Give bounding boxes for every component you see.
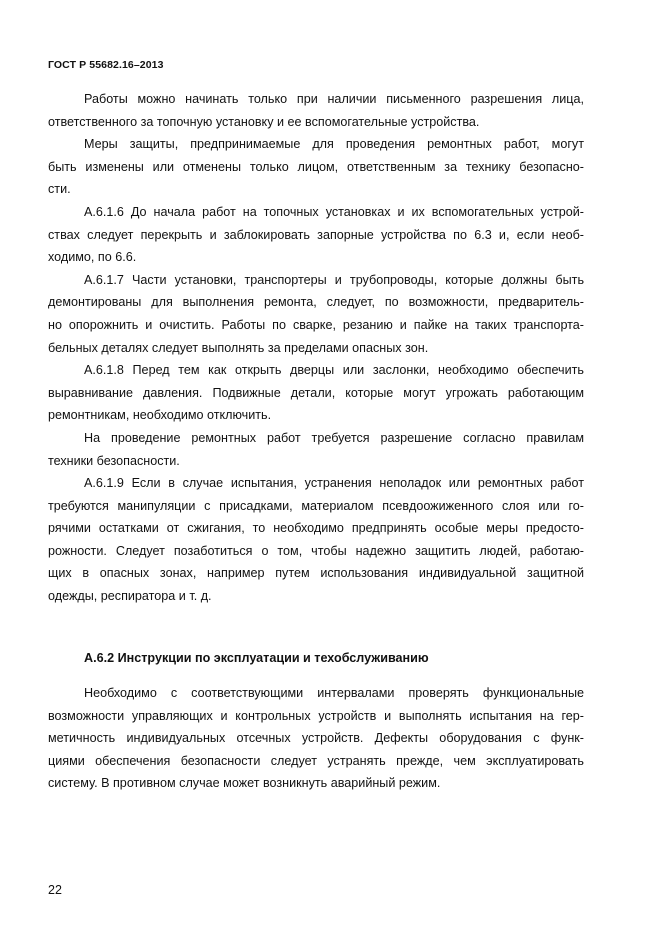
page-number: 22 (48, 883, 62, 897)
text-line: демонтированы для выполнения ремонта, следует, по возможности, предваритель- (48, 295, 584, 310)
document-header: ГОСТ Р 55682.16–2013 (48, 59, 164, 71)
paragraph (48, 427, 584, 472)
text-line: выравнивание давления. Подвижные детали, которые могут угрожать работающим (48, 385, 584, 400)
text-line: одежды, респиратора и т. д. (48, 589, 212, 604)
text-line: но опорожнить и очистить. Работы по сварке, резанию и пайке на таких транспорта- (48, 317, 584, 332)
main-text (48, 88, 584, 608)
paragraph (48, 88, 584, 133)
text-line: бельных деталях следует выполнять за пределами опасных зон. (48, 340, 429, 355)
text-line: А.6.1.6 До начала работ на топочных установках и их вспомогательных устрой- (84, 204, 584, 219)
paragraph (48, 682, 584, 795)
text-line: А.6.1.8 Перед тем как открыть дверцы или заслонки, необходимо обеспечить (84, 363, 584, 378)
text-line: А.6.1.9 Если в случае испытания, устранения неполадок или ремонтных работ (84, 476, 584, 491)
text-line: сти. (48, 182, 71, 197)
text-line: метичность индивидуальных отсечных устройств. Дефекты оборудования с функ- (48, 731, 584, 746)
text-line: ствах следует перекрыть и заблокировать запорные устройства по 6.3 и, если необ- (48, 227, 584, 242)
text-line: щих в опасных зонах, например путем использования индивидуальной защитной (48, 566, 584, 581)
paragraph (48, 269, 584, 359)
text-line: ответственного за топочную установку и ее вспомогательные устройства. (48, 114, 480, 129)
paragraph (48, 359, 584, 427)
text-line: систему. В противном случае может возникнуть аварийный режим. (48, 776, 441, 791)
text-line: Работы можно начинать только при наличии письменного разрешения лица, (84, 92, 584, 106)
text-line: техники безопасности. (48, 453, 180, 468)
text-line: требуются манипуляции с присадками, материалом псевдоожиженного слоя или го- (48, 498, 584, 513)
text-line: На проведение ремонтных работ требуется разрешение согласно правилам (84, 430, 584, 445)
text-line: ремонтникам, необходимо отключить. (48, 408, 272, 423)
paragraph (48, 133, 584, 201)
text-line: рячими остатками от сжигания, то необходимо предпринять особые меры предосто- (48, 521, 584, 536)
section-heading: А.6.2 Инструкции по эксплуатации и техобслуживанию (84, 651, 429, 665)
text-line: циями обеспечения безопасности следует устранять прежде, чем эксплуатировать (48, 753, 584, 768)
paragraph (48, 472, 584, 608)
section-text (48, 682, 584, 795)
text-line: А.6.1.7 Части установки, транспортеры и трубопроводы, которые должны быть (84, 272, 584, 287)
text-line: ходимо, по 6.6. (48, 250, 137, 265)
text-line: быть изменены или отменены только лицом, ответственным за технику безопасно- (48, 159, 584, 174)
text-line: возможности управляющих и контрольных устройств и выполнять испытания на гер- (48, 708, 584, 723)
paragraph (48, 201, 584, 269)
text-line: Необходимо с соответствующими интервалами проверять функциональные (84, 686, 584, 700)
text-line: Меры защиты, предпринимаемые для проведения ремонтных работ, могут (84, 137, 584, 152)
text-line: рожности. Следует позаботиться о том, чтобы надежно защитить людей, работаю- (48, 543, 584, 558)
